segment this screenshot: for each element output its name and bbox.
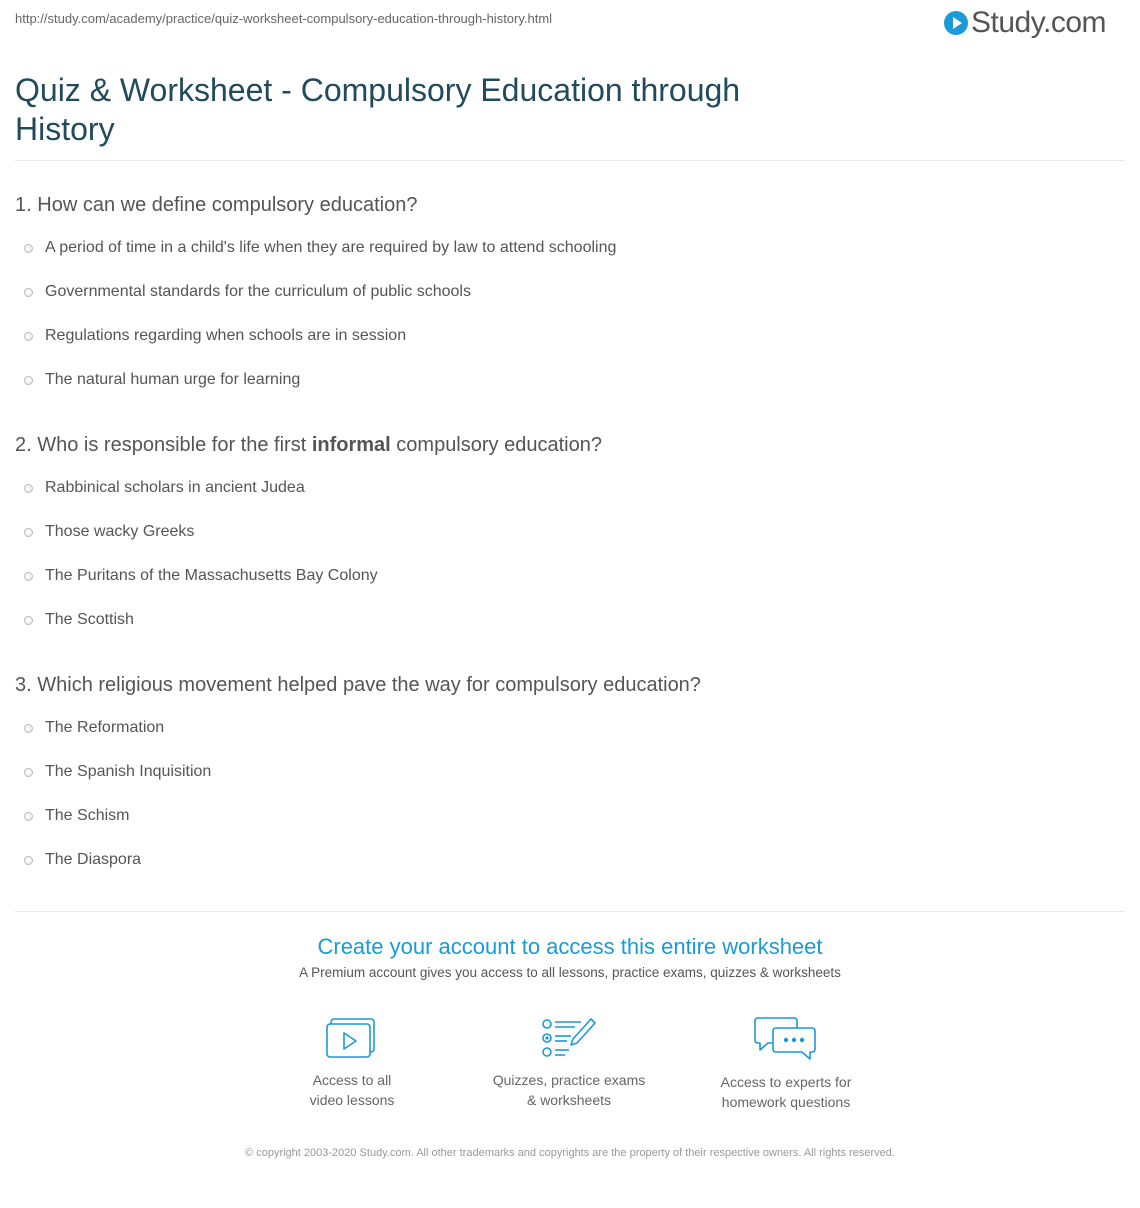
radio-icon[interactable]	[24, 812, 33, 821]
feature-line: Access to all	[312, 1072, 392, 1088]
question-text: Which religious movement helped pave the way for compulsory education?	[37, 674, 701, 696]
answer-option[interactable]	[24, 479, 305, 497]
answer-text: Governmental standards for the curriculum of public schools	[45, 283, 471, 300]
feature-line: homework questions	[721, 1094, 851, 1110]
answer-option[interactable]	[24, 567, 378, 585]
radio-icon[interactable]	[24, 572, 33, 581]
study-logo[interactable]	[944, 6, 1106, 40]
answer-text: The Reformation	[45, 719, 165, 736]
create-account-link[interactable]: Create your account to access this entire worksheet	[317, 934, 823, 959]
question-number: 1.	[15, 194, 32, 216]
answer-option[interactable]	[24, 327, 406, 345]
answer-option[interactable]	[24, 523, 194, 541]
answer-option[interactable]	[24, 371, 300, 389]
logo-text: Study.com	[971, 6, 1106, 39]
answer-option[interactable]	[24, 763, 211, 781]
radio-icon[interactable]	[24, 376, 33, 385]
feature-line: & worksheets	[526, 1092, 612, 1108]
play-logo-icon	[944, 11, 968, 35]
question-text-after: compulsory education?	[396, 434, 602, 456]
premium-description: A Premium account gives you access to all lessons, practice exams, quizzes & worksheets	[299, 965, 841, 980]
question-number: 3.	[15, 674, 32, 696]
answer-option[interactable]	[24, 807, 129, 825]
question-number: 2.	[15, 434, 32, 456]
radio-icon[interactable]	[24, 528, 33, 537]
feature-quizzes	[469, 1016, 669, 1110]
feature-line: video lessons	[309, 1092, 395, 1108]
answer-text: The Schism	[45, 807, 130, 824]
copyright: © copyright 2003-2020 Study.com. All other trademarks and copyrights are the property of their respective owners. All rights reserved.	[245, 1147, 895, 1159]
answer-text: The Scottish	[45, 611, 134, 628]
question-text: How can we define compulsory education?	[37, 194, 418, 216]
answer-text: Regulations regarding when schools are in session	[45, 327, 407, 344]
answer-text: The Diaspora	[45, 851, 142, 868]
answer-text: The Puritans of the Massachusetts Bay Colony	[45, 567, 378, 584]
quiz-worksheet-icon	[541, 1016, 597, 1060]
radio-icon[interactable]	[24, 616, 33, 625]
feature-experts	[686, 1016, 886, 1112]
answer-option[interactable]	[24, 851, 141, 869]
radio-icon[interactable]	[24, 244, 33, 253]
feature-line: Access to experts for	[720, 1074, 852, 1090]
answer-text: Those wacky Greeks	[45, 523, 195, 540]
question-2	[15, 434, 602, 457]
answer-text: Rabbinical scholars in ancient Judea	[45, 479, 305, 496]
page-url: http://study.com/academy/practice/quiz-worksheet-compulsory-education-through-history.html	[15, 11, 553, 26]
answer-text: A period of time in a child's life when they are required by law to attend schooling	[45, 239, 617, 256]
radio-icon[interactable]	[24, 484, 33, 493]
question-3	[15, 674, 701, 697]
question-1	[15, 194, 417, 217]
answer-option[interactable]	[24, 719, 164, 737]
radio-icon[interactable]	[24, 768, 33, 777]
answer-option[interactable]	[24, 239, 616, 257]
radio-icon[interactable]	[24, 856, 33, 865]
radio-icon[interactable]	[24, 724, 33, 733]
radio-icon[interactable]	[24, 332, 33, 341]
video-lessons-icon	[326, 1016, 378, 1060]
question-text: Who is responsible for the first	[37, 434, 307, 456]
page-title: Quiz & Worksheet - Compulsory Education through History	[15, 72, 741, 147]
answer-text: The natural human urge for learning	[45, 371, 301, 388]
question-emphasis: informal	[311, 434, 391, 456]
radio-icon[interactable]	[24, 288, 33, 297]
chat-experts-icon	[754, 1016, 818, 1062]
feature-line: Quizzes, practice exams	[492, 1072, 646, 1088]
divider-top	[15, 160, 1125, 161]
answer-text: The Spanish Inquisition	[45, 763, 212, 780]
answer-option[interactable]	[24, 283, 471, 301]
answer-option[interactable]	[24, 611, 134, 629]
divider-bottom	[15, 911, 1125, 912]
feature-video-lessons	[252, 1016, 452, 1110]
